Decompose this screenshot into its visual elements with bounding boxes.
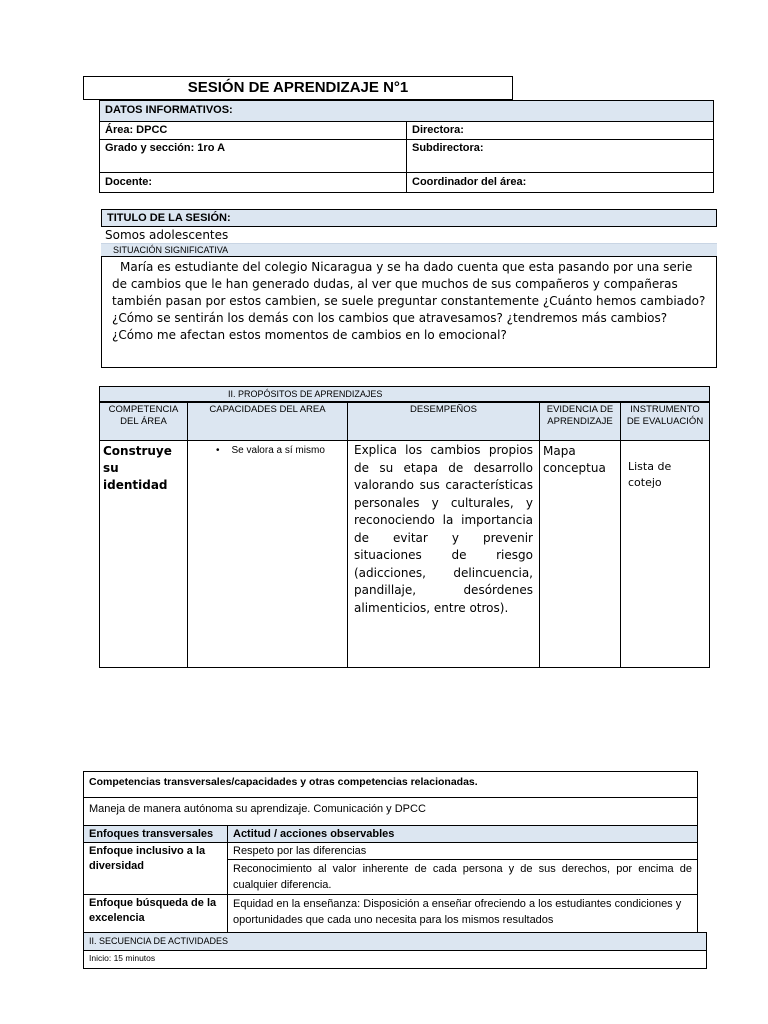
bullet-icon: • xyxy=(216,445,220,456)
propositos-header: II. PROPÓSITOS DE APRENDIZAJES xyxy=(99,386,710,402)
col-evidencia: EVIDENCIA DE APRENDIZAJE xyxy=(540,403,621,441)
page-title: SESIÓN DE APRENDIZAJE N°1 xyxy=(83,76,513,100)
titulo-sesion-label: TITULO DE LA SESIÓN: xyxy=(101,209,717,227)
capacidad-cell xyxy=(188,441,348,668)
directora-cell: Directora: xyxy=(407,122,714,140)
desempeno-cell: Explica los cambios propios de su etapa de desarrollo valorando sus características personales y culturales, y reconociendo la importancia de evitar y prevenir situaciones de riesgo (adicciones, delincuencia, pandillaje, desórdenes alimenticios, entre otros). xyxy=(348,441,540,668)
titulo-sesion: Somos adolescentes xyxy=(105,228,229,242)
secuencia-header: II. SECUENCIA DE ACTIVIDADES xyxy=(83,932,707,951)
datos-header: DATOS INFORMATIVOS: xyxy=(100,101,714,122)
subdirectora-cell: Subdirectora: xyxy=(407,140,714,173)
actitud-label: Actitud / acciones observables xyxy=(228,826,698,843)
inicio-row: Inicio: 15 minutos xyxy=(83,950,707,969)
evidencia-cell: Mapa conceptua xyxy=(540,441,621,668)
transversales-header: Competencias transversales/capacidades y otras competencias relacionadas. xyxy=(84,772,698,798)
col-desempenos: DESEMPEÑOS xyxy=(348,403,540,441)
docente-cell: Docente: xyxy=(100,173,407,193)
competencia-cell: Construye su identidad xyxy=(100,441,188,668)
col-capacidades: CAPACIDADES DEL AREA xyxy=(188,403,348,441)
enfoques-label: Enfoques transversales xyxy=(84,826,228,843)
transversales-table xyxy=(83,771,698,937)
coordinador-cell: Coordinador del área: xyxy=(407,173,714,193)
situacion-label: SITUACIÓN SIGNIFICATIVA xyxy=(101,243,717,256)
col-competencia: COMPETENCIA DEL ÁREA xyxy=(100,403,188,441)
instrumento-cell: Lista de cotejo xyxy=(621,441,710,668)
grado-cell: Grado y sección: 1ro A xyxy=(100,140,407,173)
maneja-cell: Maneja de manera autónoma su aprendizaje. Comunicación y DPCC xyxy=(84,798,698,826)
propositos-table xyxy=(99,402,710,668)
enfoque1-respeto: Respeto por las diferencias xyxy=(228,843,698,860)
enfoque2-equidad: Equidad en la enseñanza: Disposición a enseñar ofreciendo a los estudiantes condiciones y oportunidades que cada uno necesita para los mismos resultados xyxy=(228,895,698,937)
situacion-text: María es estudiante del colegio Nicaragua y se ha dado cuenta que esta pasando por una serie de cambios que le han generado dudas, al ver que muchos de sus compañeros y compañeras también pasan por estos cambien, se suele preguntar constantemente ¿Cuánto hemos cambiado? ¿Cómo se sentirán los demás con los cambios que atravesamos? ¿tendremos más cambios? ¿Cómo me afectan estos momentos de cambios en lo emocional? xyxy=(101,256,717,368)
col-instrumento: INSTRUMENTO DE EVALUACIÓN xyxy=(621,403,710,441)
enfoque2-label: Enfoque búsqueda de la excelencia xyxy=(84,895,228,937)
area-cell: Área: DPCC xyxy=(100,122,407,140)
datos-informativos-table xyxy=(99,100,714,193)
enfoque1-reconocimiento: Reconocimiento al valor inherente de cada persona y de sus derechos, por encima de cualquier diferencia. xyxy=(228,860,698,895)
capacidad-text: Se valora a sí mismo xyxy=(231,445,325,456)
enfoque1-label: Enfoque inclusivo a la diversidad xyxy=(84,843,228,895)
